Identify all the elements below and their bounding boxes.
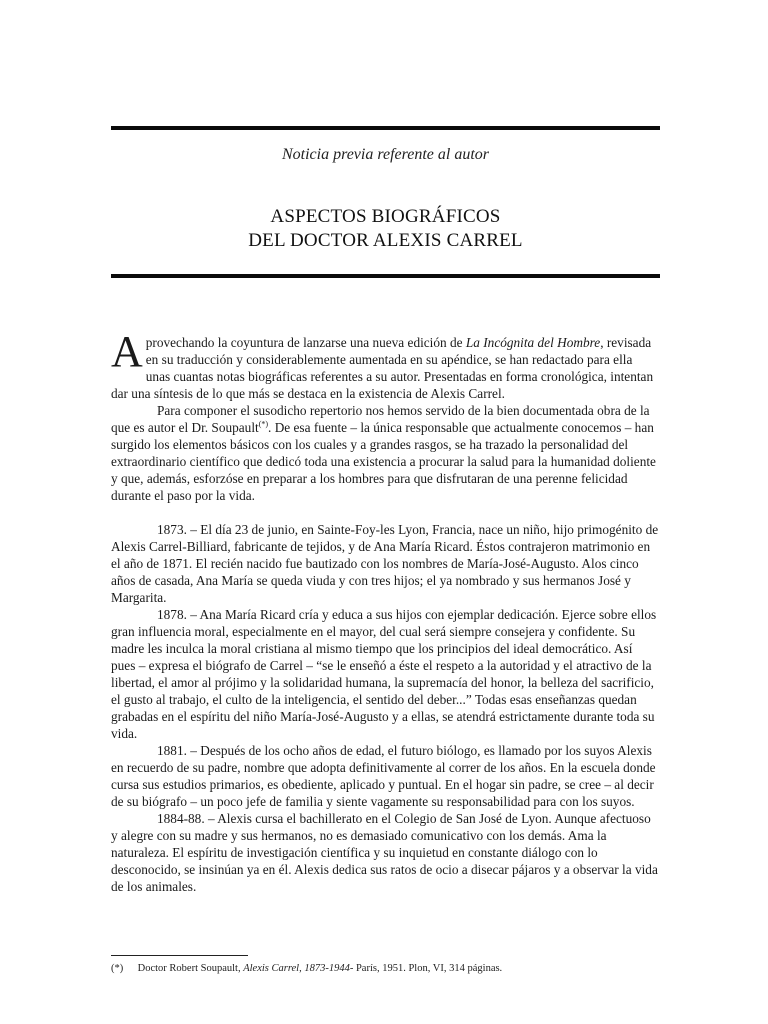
bottom-rule xyxy=(111,274,660,278)
paragraph-gap xyxy=(111,504,659,521)
intro2-text-b: . De esa fuente – la única responsable que actualmente conocemos – han surgido los elementos básicos con los cuales y a grandes rasgos, se ha trazado la personalidad del extraordinario científico que dedicó toda una existencia a procurar la salud para la humanidad doliente y que, además, esforzóse en preparar a los hombres para que disfrutaran de una perenne felicidad durante el paso por la vida. xyxy=(111,420,656,503)
page-title-line-2: DEL DOCTOR ALEXIS CARREL xyxy=(248,230,523,251)
entry-1884-88: 1884-88. – Alexis cursa el bachillerato en el Colegio de San José de Lyon. Aunque afectuoso y alegre con su madre y sus hermanos, no es demasiado comunicativo con los demás. Ama la naturaleza. El espíritu de investigación científica y su inquietud en constante diálogo con lo desconocido, se insinúan ya en él. Alexis dedica sus ratos de ocio a disecar pájaros y a observar la vida de los animales. xyxy=(111,811,658,894)
entry-1878: 1878. – Ana María Ricard cría y educa a sus hijos con ejemplar dedicación. Ejerce sobre ellos gran influencia moral, especialmente en el mayor, del cual será siempre consejera y confidente. Su madre les inculca la moral cristiana al mismo tiempo que los principios del ideal democrático. Así pues – expresa el biógrafo de Carrel – “se le enseñó a éste el respeto a la autoridad y el atractivo de la libertad, el amor al prójimo y la solidaridad humana, la supremacía del honor, la belleza del sacrificio, el gusto al trabajo, el culto de la inteligencia, el sentido del deber...” Todas esas enseñanzas quedan grabadas en el espíritu del niño María-José-Augusto y a ellas, se atendrá estrictamente durante toda su vida. xyxy=(111,607,657,741)
intro-text-b: , revisada en su traducción y considerablemente aumentada en su apéndice, se han redactado para ella unas cuantas notas biográficas referentes a su autor. Presentadas en forma cronológica, intentan dar una síntesis de lo que más se destaca en la existencia de Alexis Carrel. xyxy=(111,335,654,401)
body-text xyxy=(111,327,659,895)
page-subtitle: Noticia previa referente al autor xyxy=(281,146,490,163)
top-rule xyxy=(111,126,660,130)
footnote-mark: (*) xyxy=(111,963,124,974)
page-title-line-1: ASPECTOS BIOGRÁFICOS xyxy=(270,206,501,227)
footnote-book-title: Alexis Carrel, 1873-1944 xyxy=(243,963,350,974)
footnote-text-b: - París, 1951. Plon, VI, 314 páginas. xyxy=(349,963,503,974)
intro2-text-a: Para componer el susodicho repertorio nos hemos servido de la bien documentada obra de la que es autor el Dr. Soupault xyxy=(111,403,650,435)
footnote-text-a: Doctor Robert Soupault, xyxy=(135,963,244,974)
book-title: La Incógnita del Hombre xyxy=(465,335,601,350)
entry-1873: 1873. – El día 23 de junio, en Sainte-Foy-les Lyon, Francia, nace un niño, hijo primogénito de Alexis Carrel-Billiard, fabricante de tejidos, y de Ana María Ricard. Éstos contrajeron matrimonio en el año de 1871. El recién nacido fue bautizado con los nombres de María-José-Augusto. Alos cinco años de casada, Ana María se queda viuda y con tres hijos; el ya nombrado y sus hermanos José y Margarita. xyxy=(111,522,659,605)
intro-paragraph-2 xyxy=(111,402,659,504)
footnote-reference: (*) xyxy=(258,419,269,429)
drop-cap: A xyxy=(111,327,143,376)
entry-1881: 1881. – Después de los ocho años de edad, el futuro biólogo, es llamado por los suyos Alexis en recuerdo de su padre, nombre que adopta definitivamente al correr de los años. En la escuela donde cursa sus estudios primarios, es obediente, aplicado y puntual. En el hogar sin padre, se cree – al decir de su biógrafo – un poco jefe de familia y siente vagamente su responsabilidad para con los suyos. xyxy=(111,743,656,809)
footnote xyxy=(111,962,659,976)
intro-paragraph-1 xyxy=(111,327,659,402)
intro-text-a: provechando la coyuntura de lanzarse una nueva edición de xyxy=(145,335,466,350)
footnote-rule xyxy=(111,955,248,956)
